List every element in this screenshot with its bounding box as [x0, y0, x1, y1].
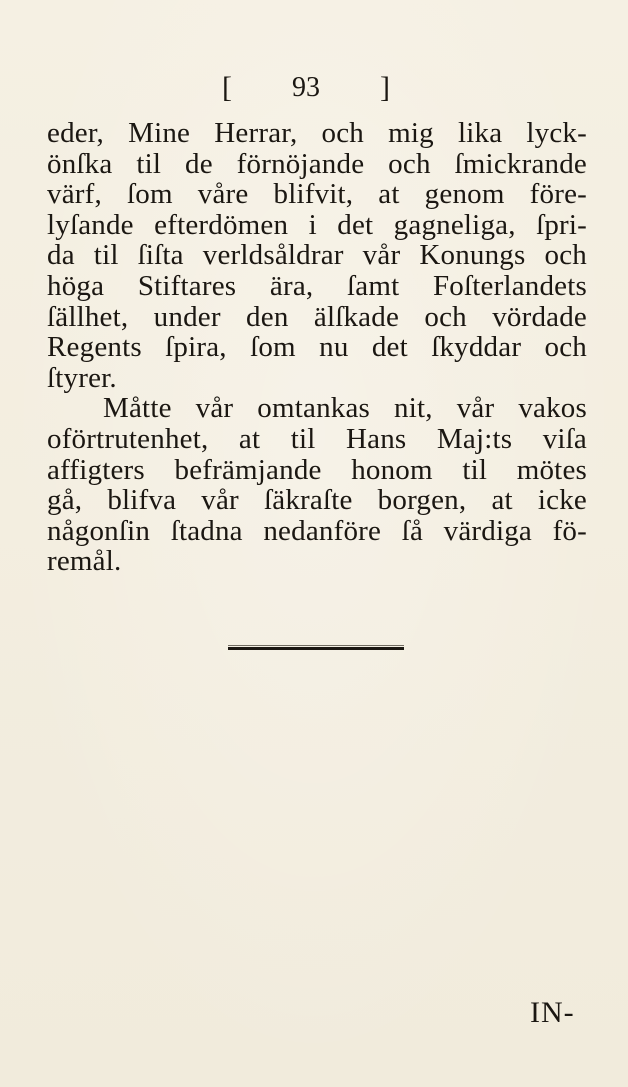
catchword: IN- — [530, 996, 575, 1029]
text-line: Måtte vår omtankas nit, vår vakos — [103, 392, 587, 425]
text-line: eder, Mine Herrar, och mig lika lyck- — [47, 117, 587, 149]
text-line: önſka til de förnöjande och ſmickrande — [47, 147, 587, 180]
header-left-bracket: [ — [222, 71, 232, 104]
text-line: Regents ſpira, ſom nu det ſkyddar och — [47, 331, 587, 364]
header-right-bracket: ] — [380, 71, 390, 104]
section-divider-rule — [228, 645, 404, 650]
text-line: någonſin ſtadna nedanföre ſå värdiga fö- — [47, 514, 587, 547]
text-line: affigters befrämjande honom til mötes — [47, 453, 587, 486]
body-text — [47, 118, 587, 577]
page-number: 93 — [292, 72, 320, 103]
divider-thick-line — [228, 647, 404, 650]
page-header — [0, 70, 628, 110]
text-line: lyſande efterdömen i det gagneliga, ſpri- — [47, 208, 587, 241]
text-line: värf, ſom våre blifvit, at genom före- — [47, 178, 587, 211]
text-line: gå, blifva vår ſäkraſte borgen, at icke — [47, 484, 587, 517]
text-line: ſällhet, under den älſkade och vördade — [47, 300, 587, 333]
divider-thin-line — [228, 645, 404, 646]
text-line: ſtyrer. — [47, 361, 117, 394]
text-line: remål. — [47, 545, 122, 578]
text-line: da til ſiſta verldsåldrar vår Konungs och — [47, 239, 587, 272]
text-line: oförtrutenhet, at til Hans Maj:ts viſa — [47, 422, 587, 455]
text-line: höga Stiftares ära, ſamt Foſterlandets — [47, 269, 587, 302]
